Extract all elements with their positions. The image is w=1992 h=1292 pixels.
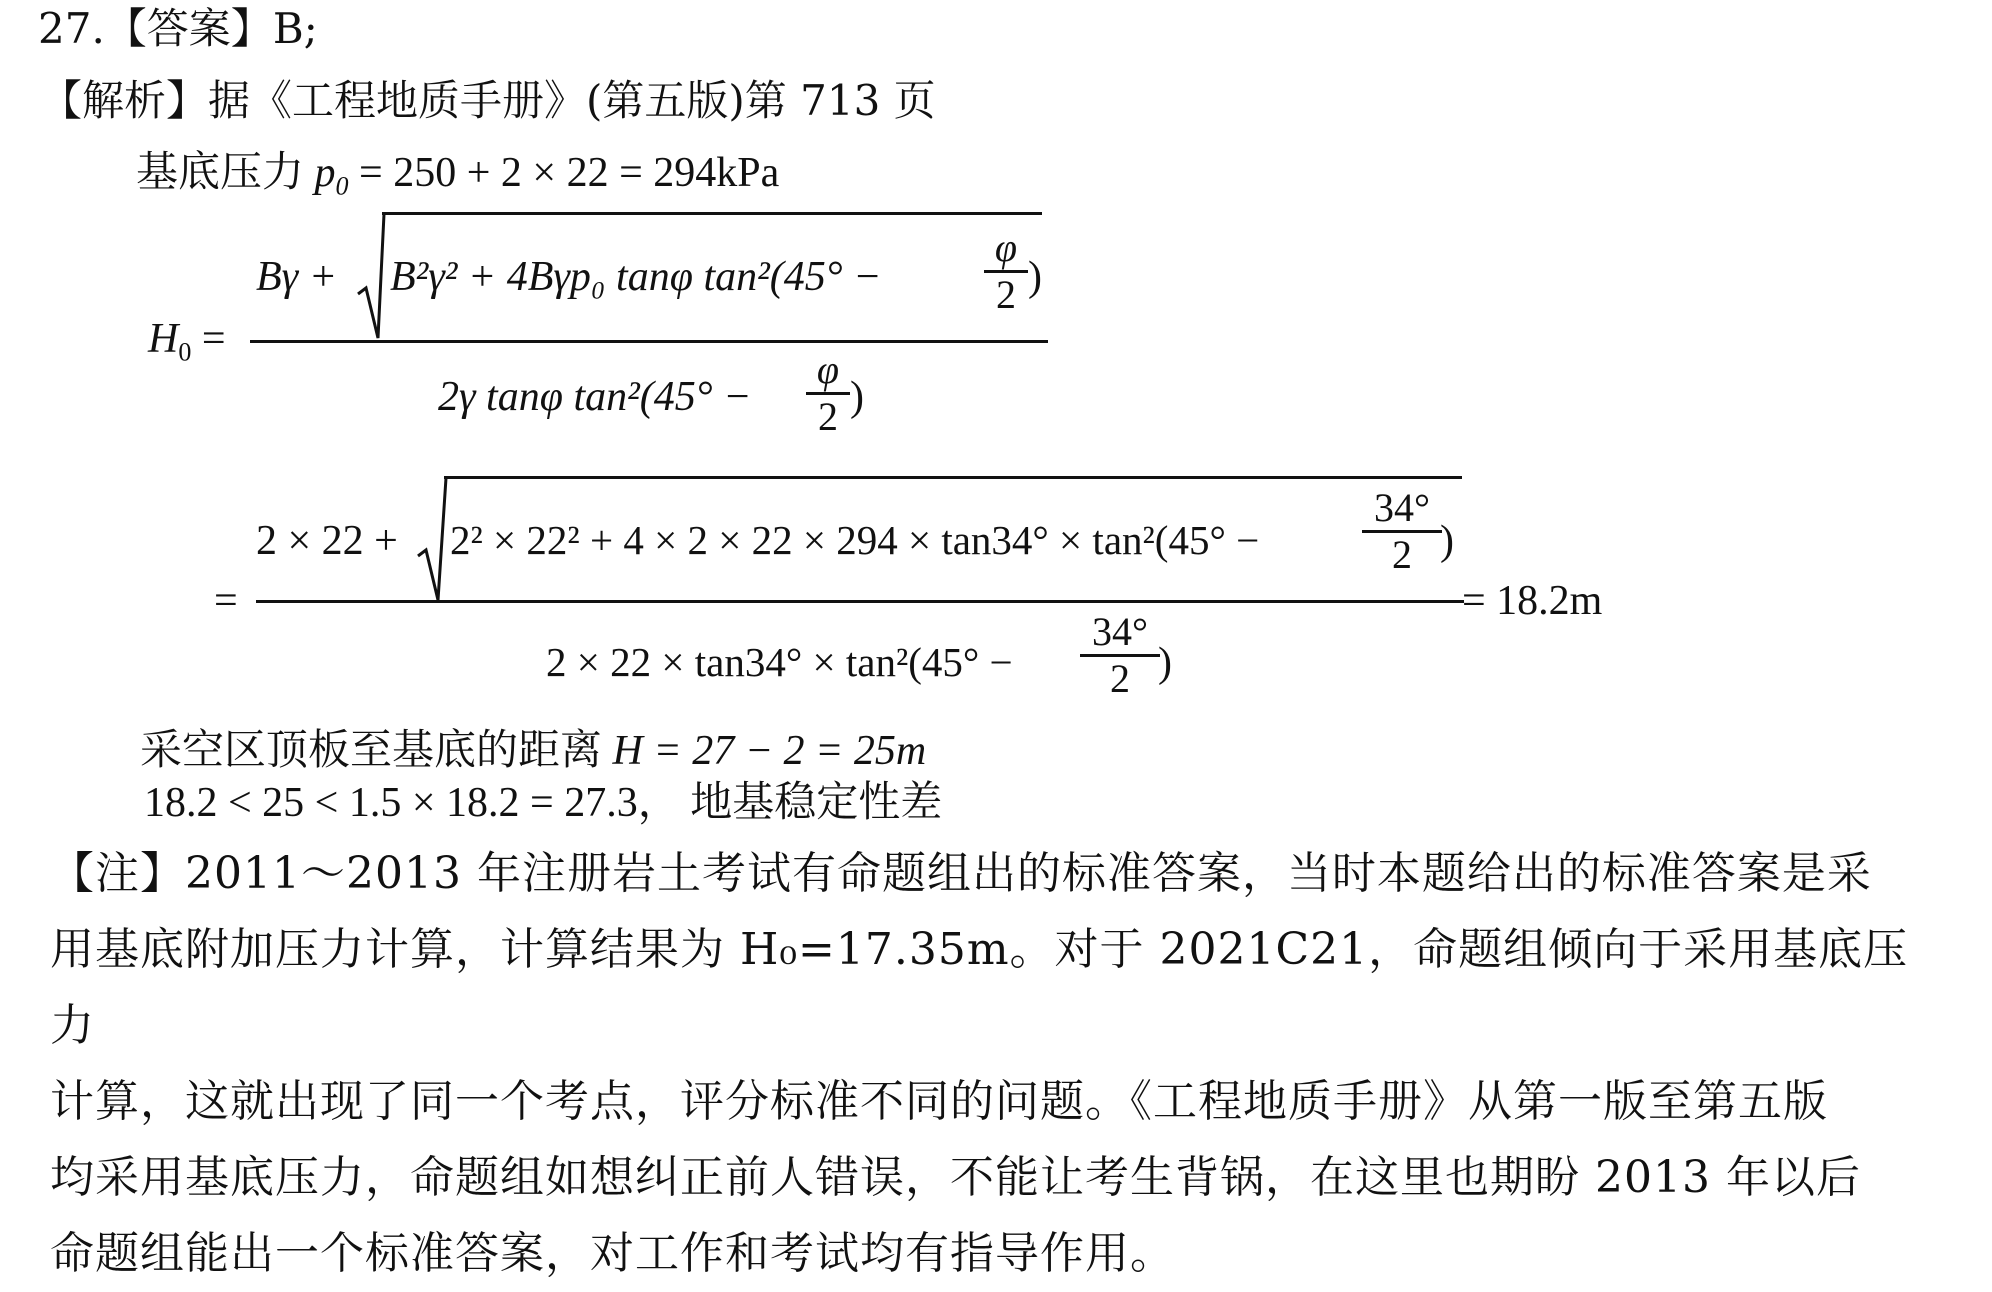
note-line-4: 均采用基底压力，命题组如想纠正前人错误，不能让考生背锅，在这里也期盼 2013 年以后 bbox=[50, 1152, 1861, 1203]
stability-line bbox=[144, 782, 942, 824]
base-pressure-line bbox=[136, 152, 779, 199]
base-pressure-equation: = 250 + 2 × 22 = 294kPa bbox=[359, 150, 780, 196]
analysis-tag: 【解析】 bbox=[40, 76, 209, 125]
solution-page: 27.【答案】B; 【解析】据《工程地质手册》(第五版)第 713 页 基底压力 $p_0 = 250 + 2 \times 22 = 294kPa$ $H_0$ = Bγ + B²γ² + 4Bγp₀ tanφ tan²(45° − φ 2 ) 2γ tanφ tan²(45° − φ 2 ) = 2 × 22 + 2² × 22² + 4 × 2 × 22 × 294 × tan34° × tan²(45° − 34° 2 ) = 18.2m 2 × 22 × tan34° × tan²(45° − 34° 2 ) 采空区顶板至基底的距离 H = 27 − 2 = 25m 18.2 < 25 < 1.5 × 18.2 = 27.3， 地基稳定性差 【注】2011～2013 年注册岩土考试有命题组出的标准答案，当时本题给出的标准答案是采 用基底附加压力计算，计算结果为 H₀=17.35m。对于 2021C21，命题组倾向于采用基底压力 计算，这就出现了同一个考点，评分标准不同的问题。《工程地质手册》从第一版至第五版 均采用基底压力，命题组如想纠正前人错误，不能让考生背锅，在这里也期盼 2013 年以后 命题组能出一个标准答案，对工作和考试均有指导作用。 bbox=[0, 0, 1992, 1220]
formula-num-frac: φ 2 bbox=[984, 228, 1028, 315]
formula-sqrt-content: B²γ² + 4Bγp₀ tanφ tan²(45° − bbox=[390, 254, 882, 300]
subst-denominator: 2 × 22 × tan34° × tan²(45° − bbox=[546, 639, 1013, 685]
distance-equation: H = 27 − 2 = 25m bbox=[612, 728, 927, 774]
note-line-3: 计算，这就出现了同一个考点，评分标准不同的问题。《工程地质手册》从第一版至第五版 bbox=[50, 1076, 1828, 1127]
sqrt-symbol bbox=[356, 212, 386, 342]
subst-sqrt-content: 2² × 22² + 4 × 2 × 22 × 294 × tan34° × tan²(45° − bbox=[450, 517, 1260, 563]
h0-lhs: $H_0$ = bbox=[148, 316, 226, 367]
note-line-2: 用基底附加压力计算，计算结果为 H₀=17.35m。对于 2021C21，命题组倾向于采用基底压力 bbox=[50, 924, 1909, 1051]
formula-denominator: 2γ tanφ tan²(45° − bbox=[438, 374, 752, 420]
formula-numerator-start: Bγ + bbox=[256, 254, 338, 300]
base-pressure-label: 基底压力 bbox=[136, 150, 305, 196]
answer-line bbox=[38, 4, 318, 53]
note-line-5: 命题组能出一个标准答案，对工作和考试均有指导作用。 bbox=[50, 1228, 1175, 1279]
analysis-line bbox=[40, 76, 936, 125]
stability-conclusion: ， 地基稳定性差 bbox=[637, 780, 943, 826]
subst-numerator-start: 2 × 22 + bbox=[256, 518, 398, 564]
distance-label: 采空区顶板至基底的距离 bbox=[140, 728, 603, 774]
subst-den-frac: 34° 2 bbox=[1080, 612, 1160, 699]
stability-equation: 18.2 < 25 < 1.5 × 18.2 = 27.3 bbox=[144, 780, 638, 826]
subst-num-frac: 34° 2 bbox=[1362, 488, 1442, 575]
answer-tag: 【答案】 bbox=[104, 4, 273, 53]
analysis-reference: 据《工程地质手册》(第五版)第 713 页 bbox=[208, 76, 936, 125]
note-paragraph bbox=[50, 836, 1940, 1292]
sqrt-symbol-substitution bbox=[416, 476, 448, 604]
note-line-1: 【注】2011～2013 年注册岩土考试有命题组出的标准答案，当时本题给出的标准答案是采 bbox=[50, 848, 1872, 899]
formula-main-fraction-bar bbox=[250, 340, 1048, 343]
subst-result: = 18.2m bbox=[1462, 578, 1603, 624]
subst-equals: = bbox=[214, 578, 238, 624]
p0-symbol: $p_0$ bbox=[314, 150, 349, 201]
subst-main-fraction-bar bbox=[256, 600, 1464, 603]
formula-den-frac: φ 2 bbox=[806, 350, 850, 437]
answer-value: B; bbox=[272, 4, 318, 53]
question-number: 27. bbox=[38, 4, 105, 53]
distance-line bbox=[140, 730, 926, 772]
